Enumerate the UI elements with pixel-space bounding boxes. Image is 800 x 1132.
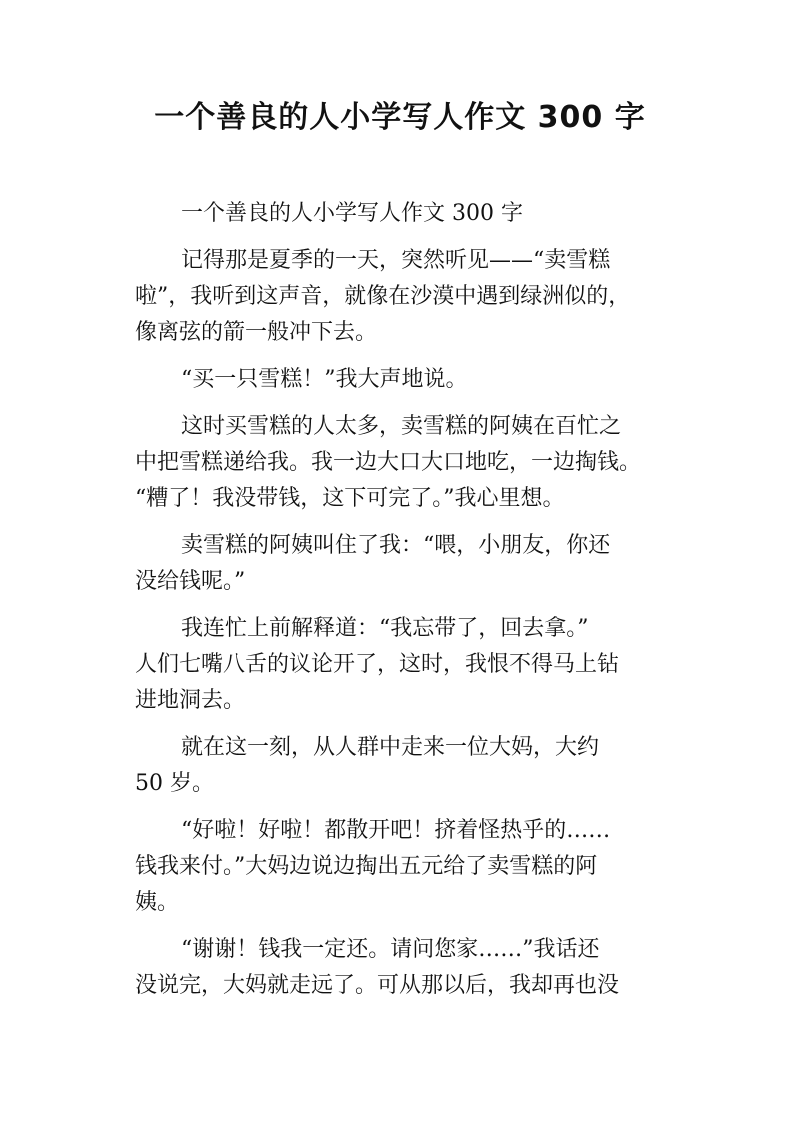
text-line: 人们七嘴八舌的议论开了，这时，我恨不得马上钻 [135, 652, 620, 677]
text-line: 啦”，我听到这声音，就像在沙漠中遇到绿洲似的， [135, 284, 631, 309]
text-line: 进地洞去。 [135, 688, 246, 713]
text-line: 这时买雪糕的人太多，卖雪糕的阿姨在百忙之 [181, 414, 622, 439]
text-line: “谢谢！钱我一定还。请问您家……”我话还 [181, 937, 600, 962]
document-body [135, 196, 675, 1004]
document-title: 一个善良的人小学写人作文 300 字 [154, 100, 646, 135]
text-line: “买一只雪糕！”我大声地说。 [181, 367, 468, 392]
text-line: 没说完，大妈就走远了。可从那以后，我却再也没 [135, 973, 620, 998]
text-line: 中把雪糕递给我。我一边大口大口地吃，一边掏钱。 [135, 450, 642, 475]
text-line: “糟了！我没带钱，这下可完了。”我心里想。 [135, 486, 565, 511]
text-line: 50 岁。 [135, 771, 214, 796]
text-line: 没给钱呢。” [135, 569, 246, 594]
text-line: 像离弦的箭一般冲下去。 [135, 320, 378, 345]
text-line: 一个善良的人小学写人作文 300 字 [181, 201, 523, 226]
text-line: 卖雪糕的阿姨叫住了我：“喂，小朋友，你还 [181, 533, 611, 558]
text-line: 我连忙上前解释道：“我忘带了，回去拿。” [181, 616, 589, 641]
text-line: 记得那是夏季的一天，突然听见——“卖雪糕 [181, 248, 611, 273]
text-line: 钱我来付。”大妈边说边掏出五元给了卖雪糕的阿 [135, 854, 598, 879]
text-line: “好啦！好啦！都散开吧！挤着怪热乎的…… [181, 818, 611, 843]
text-line: 就在这一刻，从人群中走来一位大妈，大约 [181, 735, 600, 760]
text-line: 姨。 [135, 890, 180, 915]
